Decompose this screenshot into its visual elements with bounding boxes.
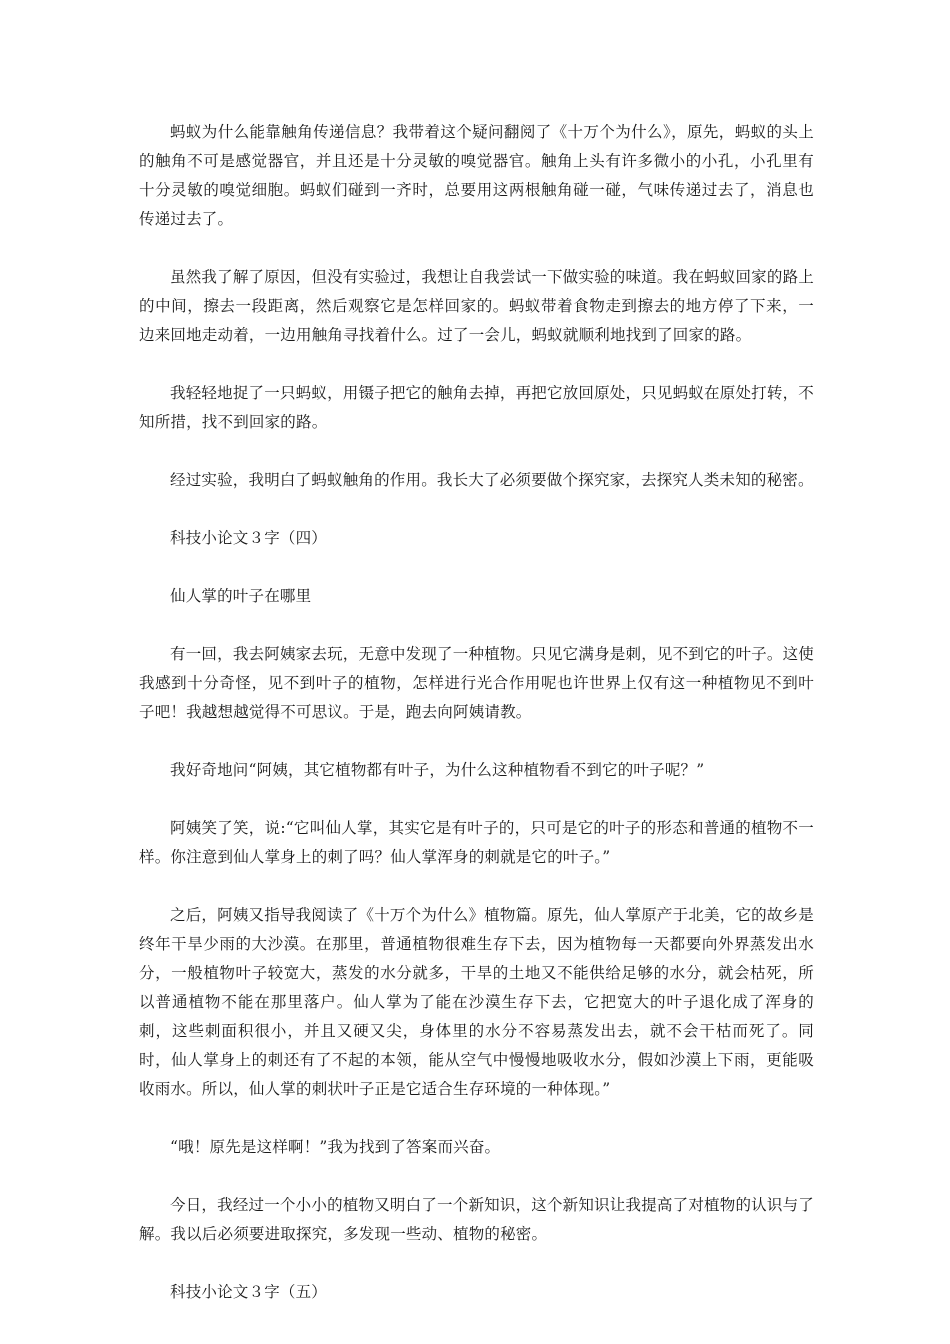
article-title: 仙人掌的叶子在哪里 xyxy=(170,587,312,605)
document-body xyxy=(139,118,814,1336)
paragraph-7: 阿姨笑了笑，说:“它叫仙人掌，其实它是有叶子的，只可是它的叶子的形态和普通的植物不一样。你注意到仙人掌身上的刺了吗？仙人掌浑身的刺就是它的叶子。” xyxy=(139,819,814,866)
paragraph-6: 我好奇地问“阿姨，其它植物都有叶子，为什么这种植物看不到它的叶子呢？” xyxy=(170,761,705,779)
paragraph-4: 经过实验，我明白了蚂蚁触角的作用。我长大了必须要做个探究家，去探究人类未知的秘密。 xyxy=(170,471,814,489)
paragraph-9: “哦！原先是这样啊！”我为找到了答案而兴奋。 xyxy=(170,1138,501,1156)
section-heading-5: 科技小论文３字（五） xyxy=(170,1283,328,1301)
paragraph-8: 之后，阿姨又指导我阅读了《十万个为什么》植物篇。原先，仙人掌原产于北美，它的故乡是终年干旱少雨的大沙漠。在那里，普通植物很难生存下去，因为植物每一天都要向外界蒸发出水分，一般植物叶子较宽大，蒸发的水分就多，干旱的土地又不能供给足够的水分，就会枯死，所以普通植物不能在那里落户。仙人掌为了能在沙漠生存下去，它把宽大的叶子退化成了浑身的刺，这些刺面积很小，并且又硬又尖，身体里的水分不容易蒸发出去，就不会干枯而死了。同时，仙人掌身上的刺还有了不起的本领，能从空气中慢慢地吸收水分，假如沙漠上下雨，更能吸收雨水。所以，仙人掌的刺状叶子正是它适合生存环境的一种体现。” xyxy=(139,906,814,1098)
section-heading-4: 科技小论文３字（四） xyxy=(170,529,328,547)
paragraph-10: 今日，我经过一个小小的植物又明白了一个新知识，这个新知识让我提高了对植物的认识与了解。我以后必须要进取探究，多发现一些动、植物的秘密。 xyxy=(139,1196,814,1243)
paragraph-2: 虽然我了解了原因，但没有实验过，我想让自我尝试一下做实验的味道。我在蚂蚁回家的路上的中间，擦去一段距离，然后观察它是怎样回家的。蚂蚁带着食物走到擦去的地方停了下来，一边来回地走动着，一边用触角寻找着什么。过了一会儿，蚂蚁就顺利地找到了回家的路。 xyxy=(139,268,814,344)
paragraph-1: 蚂蚁为什么能靠触角传递信息？我带着这个疑问翻阅了《十万个为什么》，原先，蚂蚁的头上的触角不可是感觉器官，并且还是十分灵敏的嗅觉器官。触角上头有许多微小的小孔，小孔里有十分灵敏的嗅觉细胞。蚂蚁们碰到一齐时，总要用这两根触角碰一碰，气味传递过去了，消息也传递过去了。 xyxy=(139,123,814,228)
paragraph-5: 有一回，我去阿姨家去玩，无意中发现了一种植物。只见它满身是刺，见不到它的叶子。这使我感到十分奇怪，见不到叶子的植物，怎样进行光合作用呢也许世界上仅有这一种植物见不到叶子吧！我越想越觉得不可思议。于是，跑去向阿姨请教。 xyxy=(139,645,814,721)
paragraph-3: 我轻轻地捉了一只蚂蚁，用镊子把它的触角去掉，再把它放回原处，只见蚂蚁在原处打转，不知所措，找不到回家的路。 xyxy=(139,384,814,431)
